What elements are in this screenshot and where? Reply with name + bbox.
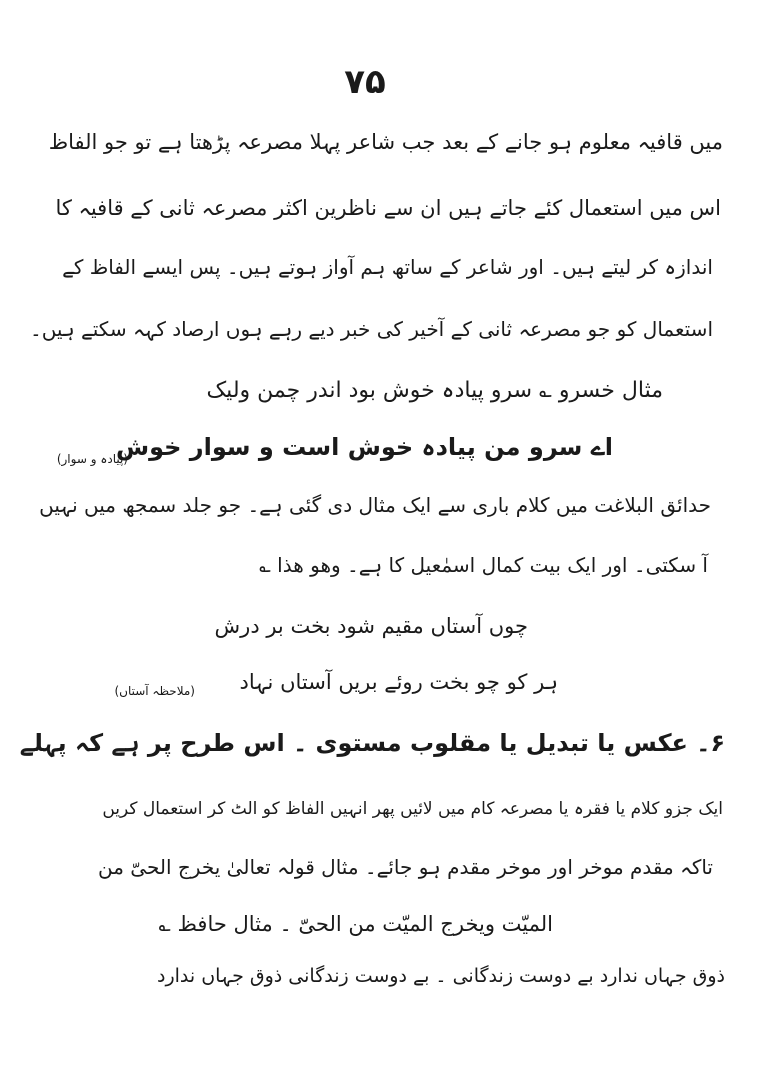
text-line: آ سکتی۔ اور ایک بیت کمال اسمٰعیل کا ہے۔ وھو ھذا ؎ <box>259 553 708 577</box>
text-line: حدائق البلاغت میں کلام باری سے ایک مثال دی گئی ہے۔ جو جلد سمجھ میں نہیں <box>39 493 711 517</box>
couplet-line: ذوق جہاں ندارد بے دوست زندگانی ۔ بے دوست زندگانی ذوق جہاں ندارد <box>156 965 725 987</box>
text-line: اس میں استعمال کئے جاتے ہیں ان سے ناظرین اکثر مصرعہ ثانی کے قافیہ کا <box>55 196 721 220</box>
couplet-line: اے سرو من پیادہ خوش است و سوار خوش <box>115 433 613 461</box>
couplet-line: مثال خسرو ؎ سرو پیادہ خوش بود اندر چمن ولیک <box>206 378 663 403</box>
text-line: استعمال کو جو مصرعہ ثانی کے آخیر کی خبر دیے رہے ہوں ارصاد کہہ سکتے ہیں۔ <box>29 317 713 341</box>
text-line: ایک جزو کلام یا فقرہ یا مصرعہ کام میں لائیں پھر انہیں الفاظ کو الٹ کر استعمال کریں <box>102 799 723 819</box>
text-line: تاکہ مقدم موخر اور موخر مقدم ہو جائے۔ مثال قولہ تعالیٰ یخرج الحیّ من <box>98 855 713 879</box>
couplet-line: چوں آستاں مقیم شود بخت بر درش <box>214 614 528 638</box>
margin-note: (ملاحظہ آستاں) <box>114 684 195 698</box>
text-line: المیّت ویخرج المیّت من الحیّ ۔ مثال حافظ ؎ <box>158 912 553 936</box>
page-number: ۷۵ <box>344 62 386 102</box>
margin-note: (پیادہ و سوار) <box>56 452 128 466</box>
text-line: میں قافیہ معلوم ہو جانے کے بعد جب شاعر پہلا مصرعہ پڑھتا ہے تو جو الفاظ <box>48 130 723 154</box>
section-heading-line: ۶۔ عکس یا تبدیل یا مقلوب مستوی ۔ اس طرح پر ہے کہ پہلے <box>19 729 725 757</box>
text-line: اندازہ کر لیتے ہیں۔ اور شاعر کے ساتھ ہم آواز ہوتے ہیں۔ پس ایسے الفاظ کے <box>62 255 713 279</box>
couplet-line: ہر کو چو بخت روئے بریں آستاں نہاد <box>239 670 558 694</box>
